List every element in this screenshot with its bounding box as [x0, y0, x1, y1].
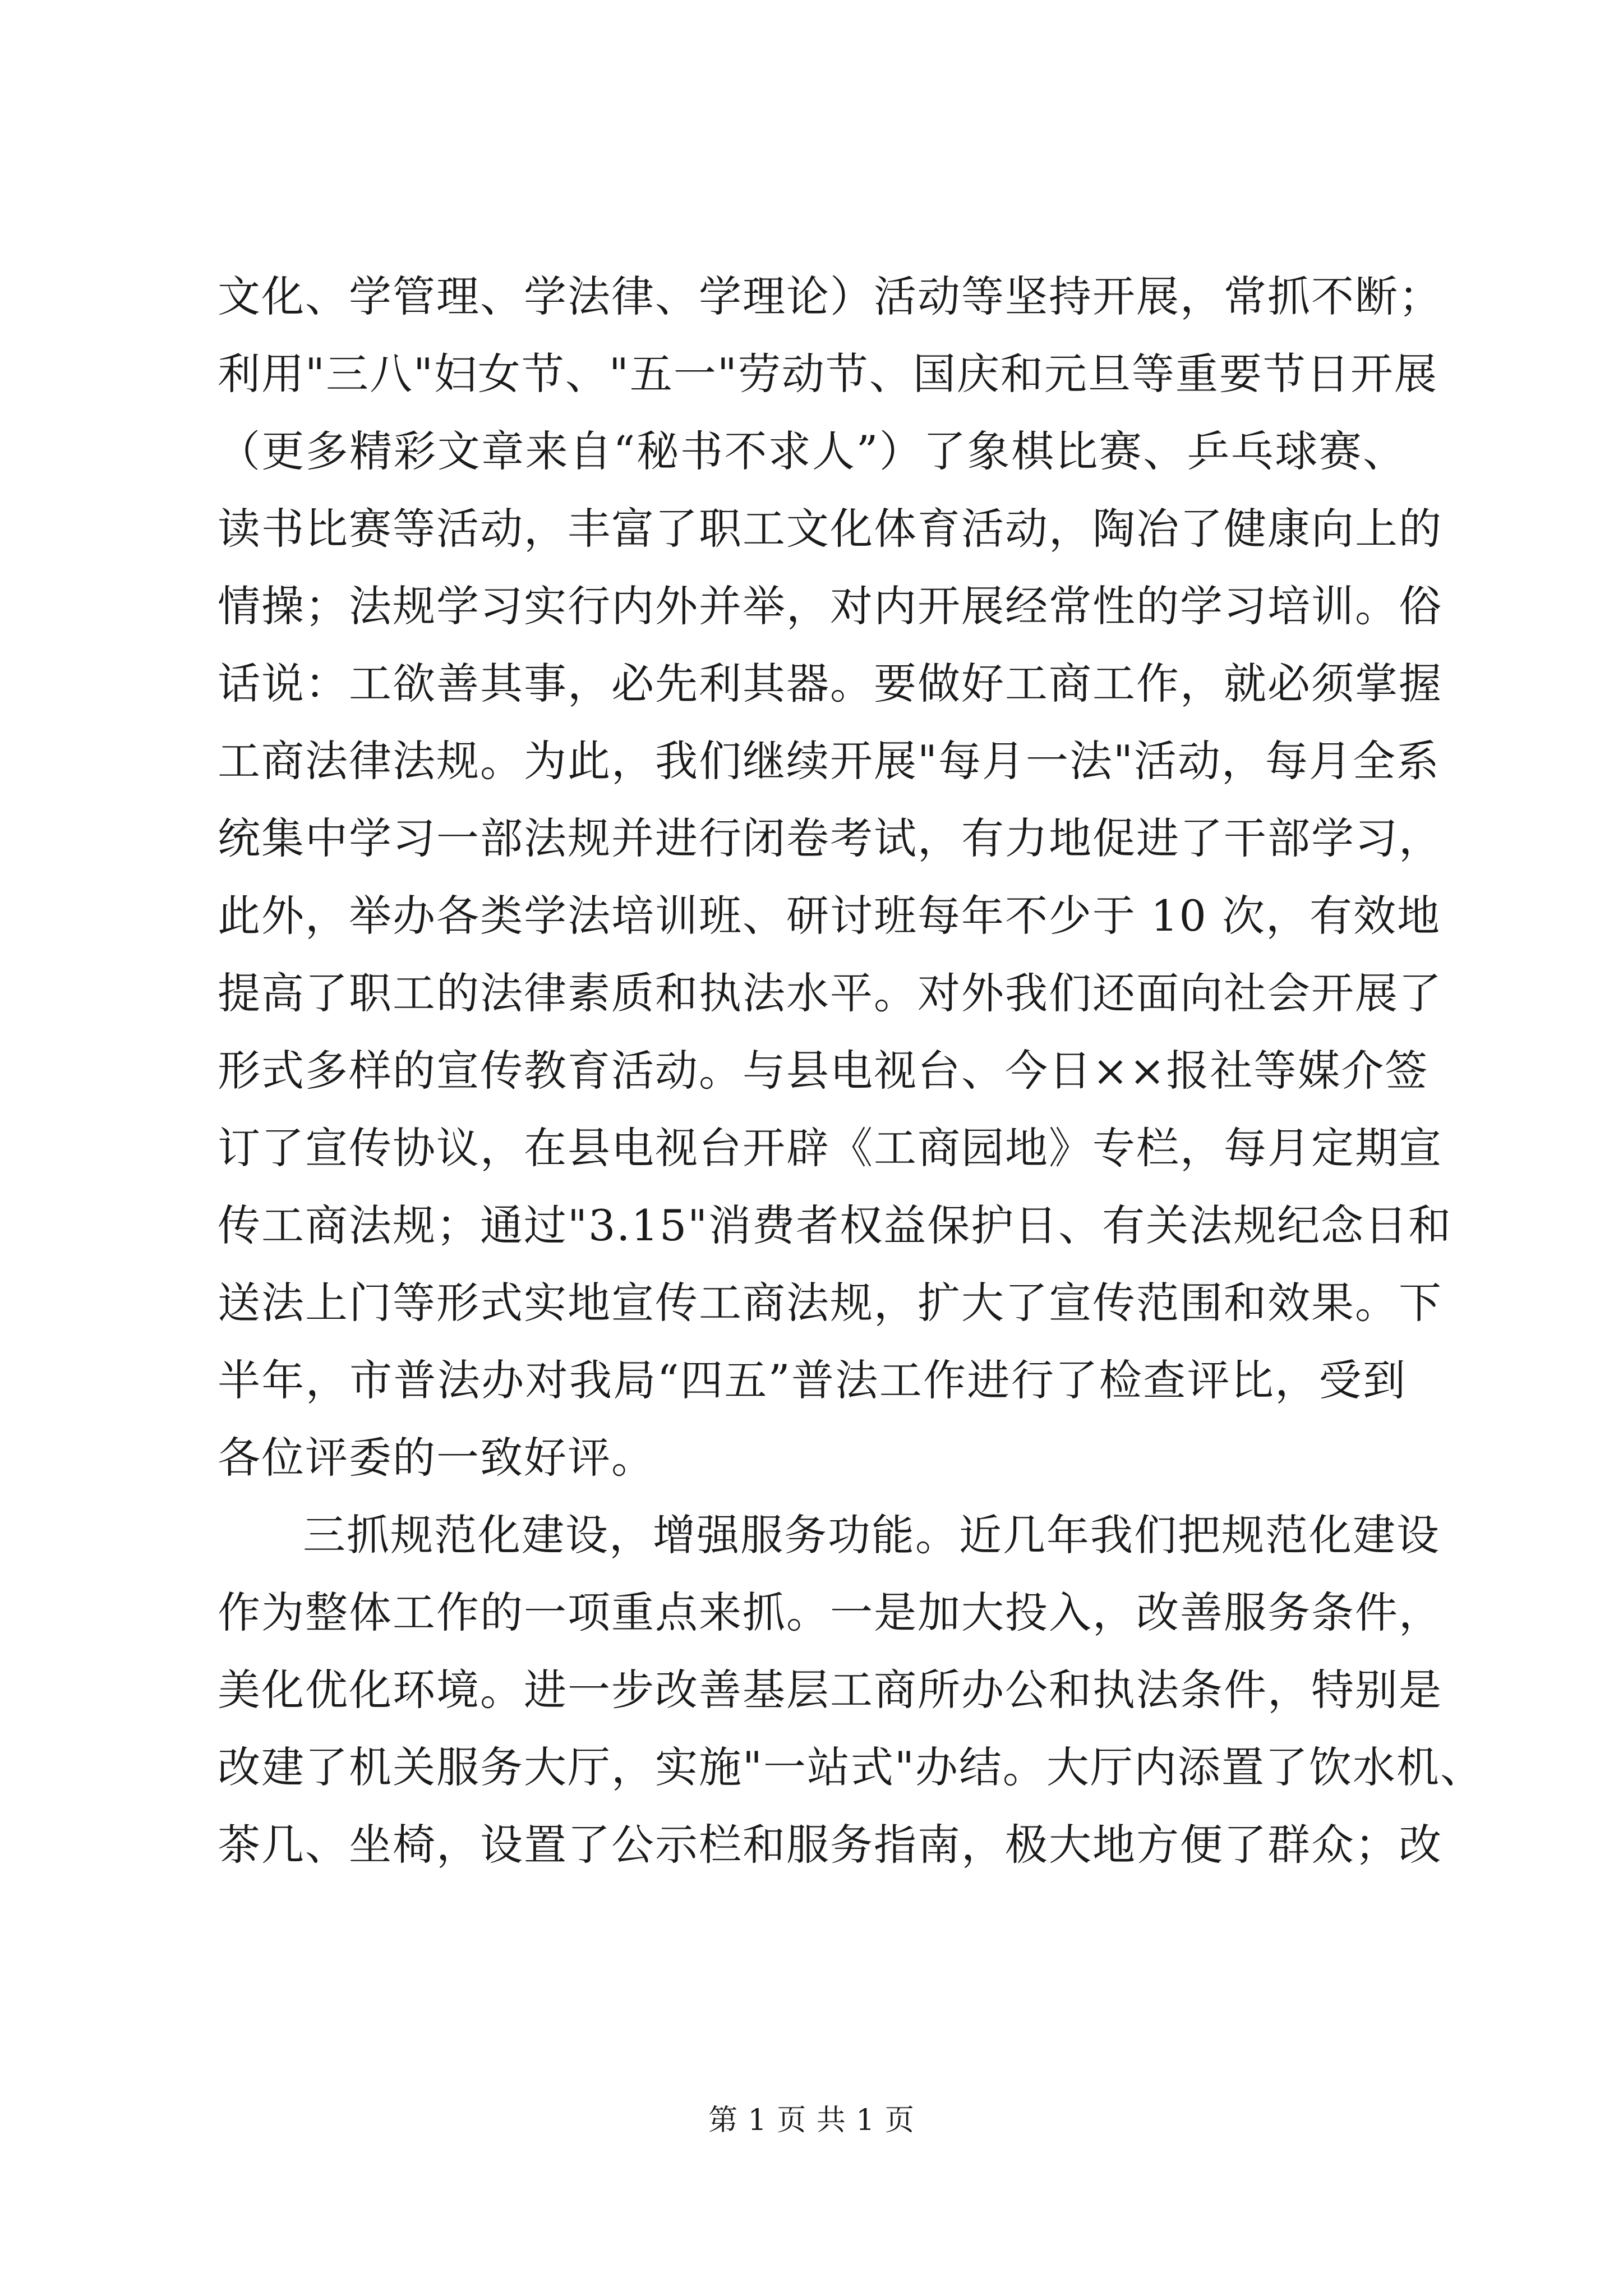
- text-line: 话说：工欲善其事，必先利其器。要做好工商工作，就必须掌握: [218, 659, 1442, 708]
- text-line: 美化优化环境。进一步改善基层工商所办公和执法条件，特别是: [218, 1665, 1442, 1715]
- text-line: 改建了机关服务大厅，实施"一站式"办结。大厅内添置了饮水机、: [218, 1742, 1484, 1792]
- text-line: 情操；法规学习实行内外并举，对内开展经常性的学习培训。俗: [218, 581, 1442, 631]
- text-line-paragraph-start: 三抓规范化建设，增强服务功能。近几年我们把规范化建设: [303, 1510, 1440, 1560]
- text-line: 送法上门等形式实地宣传工商法规，扩大了宣传范围和效果。下: [218, 1278, 1442, 1328]
- text-line: 读书比赛等活动，丰富了职工文化体育活动，陶冶了健康向上的: [218, 504, 1442, 554]
- text-line: 提高了职工的法律素质和执法水平。对外我们还面向社会开展了: [218, 968, 1442, 1018]
- text-line-paragraph-end: 各位评委的一致好评。: [218, 1433, 655, 1483]
- document-body: [218, 258, 1484, 1884]
- text-line: 利用"三八"妇女节、"五一"劳动节、国庆和元旦等重要节日开展: [218, 349, 1438, 399]
- text-line: 传工商法规；通过"3.15"消费者权益保护日、有关法规纪念日和: [218, 1200, 1453, 1250]
- text-line: 半年，市普法办对我局“四五”普法工作进行了检查评比，受到: [218, 1355, 1407, 1405]
- text-line: 统集中学习一部法规并进行闭卷考试，有力地促进了干部学习，: [218, 813, 1442, 863]
- text-line: 茶几、坐椅，设置了公示栏和服务指南，极大地方便了群众；改: [218, 1820, 1442, 1870]
- text-line: （更多精彩文章来自“秘书不求人”）了象棋比赛、乒乓球赛、: [218, 426, 1407, 476]
- text-line: 工商法律法规。为此，我们继续开展"每月一法"活动，每月全系: [218, 736, 1440, 786]
- text-line: 文化、学管理、学法律、学理论）活动等坚持开展，常抓不断；: [218, 272, 1442, 321]
- text-line: 形式多样的宣传教育活动。与县电视台、今日××报社等媒介签: [218, 1046, 1429, 1096]
- text-line: 订了宣传协议，在县电视台开辟《工商园地》专栏，每月定期宣: [218, 1123, 1442, 1173]
- text-line: 作为整体工作的一项重点来抓。一是加大投入，改善服务条件，: [218, 1588, 1442, 1637]
- page-number-footer: 第 1 页 共 1 页: [708, 2104, 915, 2137]
- text-line: 此外，举办各类学法培训班、研讨班每年不少于 10 次，有效地: [218, 891, 1441, 941]
